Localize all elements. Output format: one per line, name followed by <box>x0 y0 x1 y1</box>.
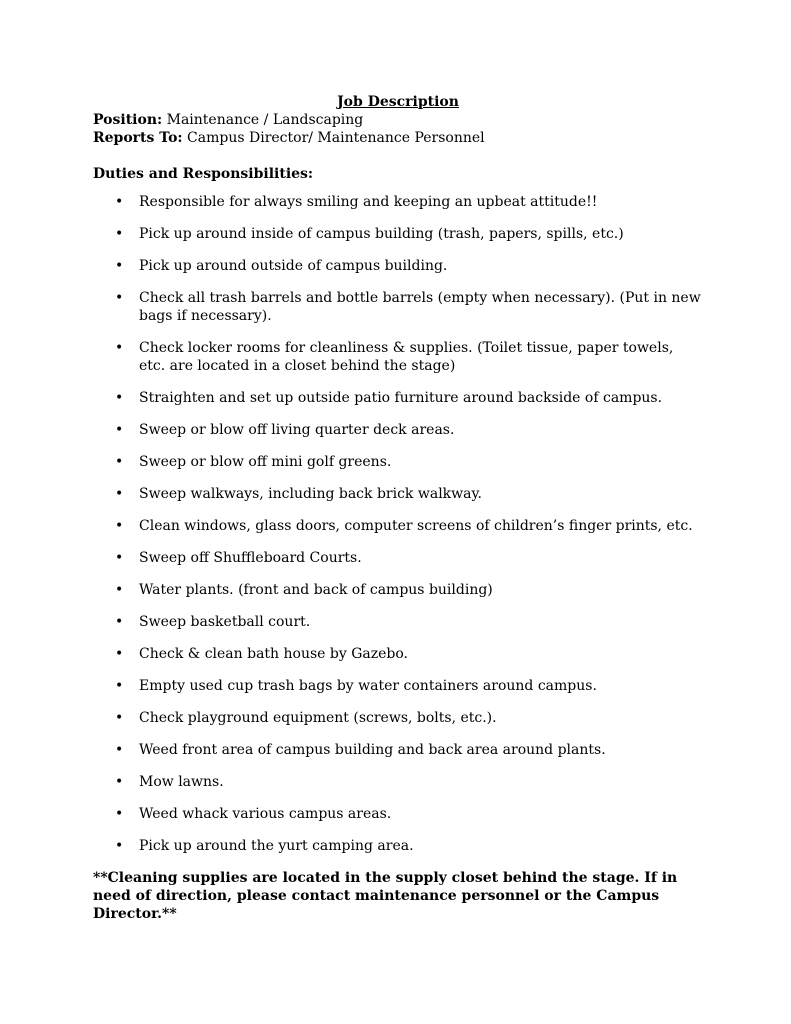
duty-item <box>93 225 703 243</box>
duty-item <box>93 805 703 823</box>
duty-item <box>93 485 703 503</box>
bullet-icon: • <box>115 710 124 726</box>
duty-text: Sweep or blow off mini golf greens. <box>139 454 392 470</box>
duty-text: Empty used cup trash bags by water containers around campus. <box>139 678 597 694</box>
duty-text: Responsible for always smiling and keeping an upbeat attitude!! <box>139 194 598 210</box>
document-page <box>93 93 703 923</box>
duty-text: Sweep or blow off living quarter deck areas. <box>139 422 455 438</box>
duty-text: Check locker rooms for cleanliness & supplies. (Toilet tissue, paper towels, etc. are located in a closet behind the stage) <box>139 340 674 374</box>
bullet-icon: • <box>115 290 124 306</box>
duty-text: Weed whack various campus areas. <box>139 806 392 822</box>
bullet-icon: • <box>115 774 124 790</box>
duty-item <box>93 517 703 535</box>
position-label: Position: <box>93 112 163 128</box>
bullet-icon: • <box>115 806 124 822</box>
duty-text: Sweep off Shuffleboard Courts. <box>139 550 362 566</box>
duty-item <box>93 773 703 791</box>
footer-note: **Cleaning supplies are located in the supply closet behind the stage. If in need of direction, please contact maintenance personnel or the Campus Director.** <box>93 870 678 922</box>
duty-item <box>93 339 703 375</box>
duty-text: Pick up around inside of campus building (trash, papers, spills, etc.) <box>139 226 624 242</box>
duty-text: Check playground equipment (screws, bolts, etc.). <box>139 710 497 726</box>
duties-list <box>93 193 703 855</box>
bullet-icon: • <box>115 518 124 534</box>
duty-item <box>93 677 703 695</box>
bullet-icon: • <box>115 422 124 438</box>
duty-text: Mow lawns. <box>139 774 224 790</box>
bullet-icon: • <box>115 226 124 242</box>
bullet-icon: • <box>115 258 124 274</box>
reports-to-value: Campus Director/ Maintenance Personnel <box>187 130 485 146</box>
bullet-icon: • <box>115 550 124 566</box>
duty-item <box>93 257 703 275</box>
duty-text: Pick up around outside of campus building. <box>139 258 448 274</box>
duty-text: Straighten and set up outside patio furniture around backside of campus. <box>139 390 663 406</box>
bullet-icon: • <box>115 646 124 662</box>
bullet-icon: • <box>115 486 124 502</box>
duty-item <box>93 709 703 727</box>
duty-item <box>93 613 703 631</box>
duty-item <box>93 389 703 407</box>
duty-item <box>93 837 703 855</box>
duty-text: Sweep walkways, including back brick walkway. <box>139 486 482 502</box>
duty-text: Clean windows, glass doors, computer screens of children’s finger prints, etc. <box>139 518 693 534</box>
duty-item <box>93 741 703 759</box>
reports-to-field <box>93 129 703 147</box>
bullet-icon: • <box>115 454 124 470</box>
reports-to-label: Reports To: <box>93 130 183 146</box>
bullet-icon: • <box>115 742 124 758</box>
duty-text: Pick up around the yurt camping area. <box>139 838 414 854</box>
duty-item <box>93 193 703 211</box>
duty-text: Weed front area of campus building and back area around plants. <box>139 742 606 758</box>
duty-text: Check & clean bath house by Gazebo. <box>139 646 409 662</box>
duty-text: Water plants. (front and back of campus building) <box>139 582 493 598</box>
duty-item <box>93 421 703 439</box>
document-title: Job Description <box>337 94 459 110</box>
duties-heading: Duties and Responsibilities: <box>93 166 314 182</box>
bullet-icon: • <box>115 582 124 598</box>
position-value: Maintenance / Landscaping <box>166 112 364 128</box>
duty-item <box>93 289 703 325</box>
position-field <box>93 111 703 129</box>
duty-item <box>93 581 703 599</box>
bullet-icon: • <box>115 194 124 210</box>
bullet-icon: • <box>115 390 124 406</box>
duty-text: Check all trash barrels and bottle barrels (empty when necessary). (Put in new bags if necessary). <box>139 290 701 324</box>
duty-item <box>93 549 703 567</box>
duty-item <box>93 453 703 471</box>
bullet-icon: • <box>115 678 124 694</box>
bullet-icon: • <box>115 838 124 854</box>
duty-text: Sweep basketball court. <box>139 614 311 630</box>
duty-item <box>93 645 703 663</box>
bullet-icon: • <box>115 340 124 356</box>
bullet-icon: • <box>115 614 124 630</box>
